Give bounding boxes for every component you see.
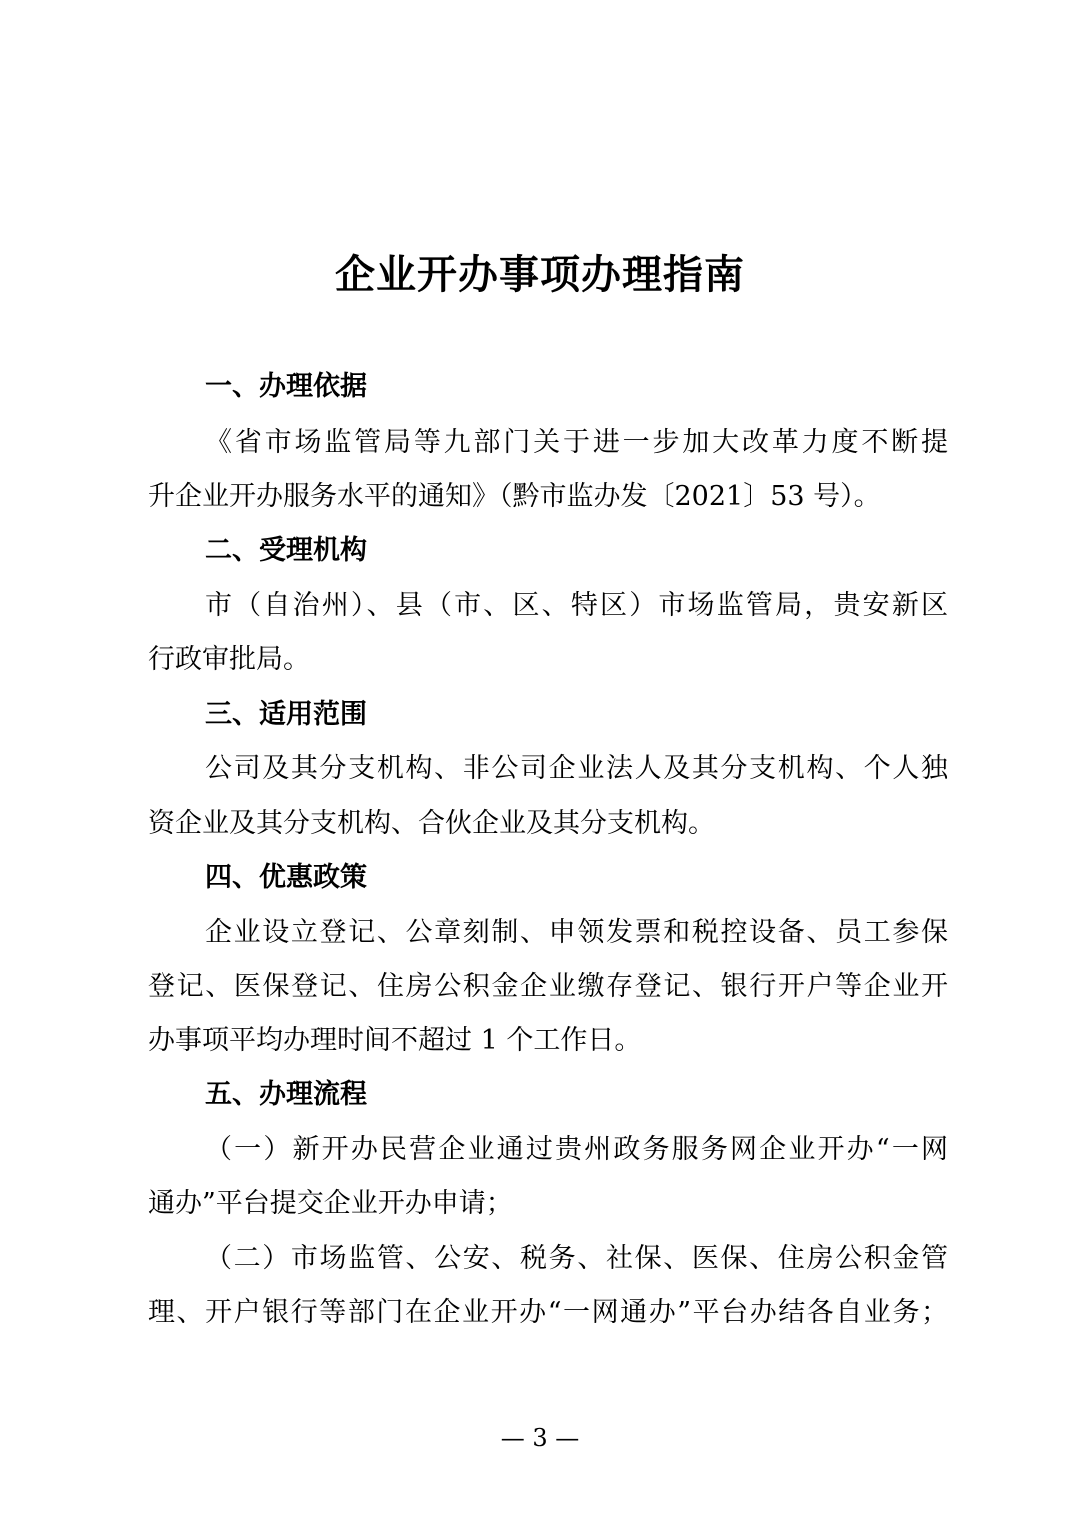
paragraph-line: 公司及其分支机构、非公司企业法人及其分支机构、个人独 [205, 753, 948, 784]
paragraph-line: （一）新开办民营企业通过贵州政务服务网企业开办“一网 [205, 1134, 948, 1165]
paragraph-line: 资企业及其分支机构、合伙企业及其分支机构。 [148, 808, 715, 839]
paragraph-line: 《省市场监管局等九部门关于进一步加大改革力度不断提 [205, 427, 948, 458]
paragraph-line: 市（自治州）、县（市、区、特区）市场监管局，贵安新区 [205, 590, 948, 621]
paragraph-line: 企业设立登记、公章刻制、申领发票和税控设备、员工参保 [205, 917, 948, 948]
paragraph-line: 升企业开办服务水平的通知》（黔市监办发〔2021〕53 号）。 [148, 481, 881, 512]
section-heading: 四、优惠政策 [205, 862, 367, 893]
paragraph-line: 登记、医保登记、住房公积金企业缴存登记、银行开户等企业开 [148, 971, 948, 1002]
section-heading: 三、适用范围 [205, 699, 367, 730]
paragraph-line: 理、开户银行等部门在企业开办“一网通办”平台办结各自业务； [148, 1297, 948, 1328]
paragraph-line: 办事项平均办理时间不超过 1 个工作日。 [148, 1025, 642, 1056]
paragraph-line: 通办”平台提交企业开办申请； [148, 1188, 513, 1219]
paragraph-line: （二）市场监管、公安、税务、社保、医保、住房公积金管 [205, 1243, 948, 1274]
page-number: — 3 — [500, 1424, 580, 1452]
section-heading: 一、办理依据 [205, 371, 367, 402]
paragraph-line: 行政审批局。 [148, 644, 310, 675]
document-title: 企业开办事项办理指南 [335, 251, 745, 298]
section-heading: 二、受理机构 [205, 535, 367, 566]
section-heading: 五、办理流程 [205, 1079, 367, 1110]
